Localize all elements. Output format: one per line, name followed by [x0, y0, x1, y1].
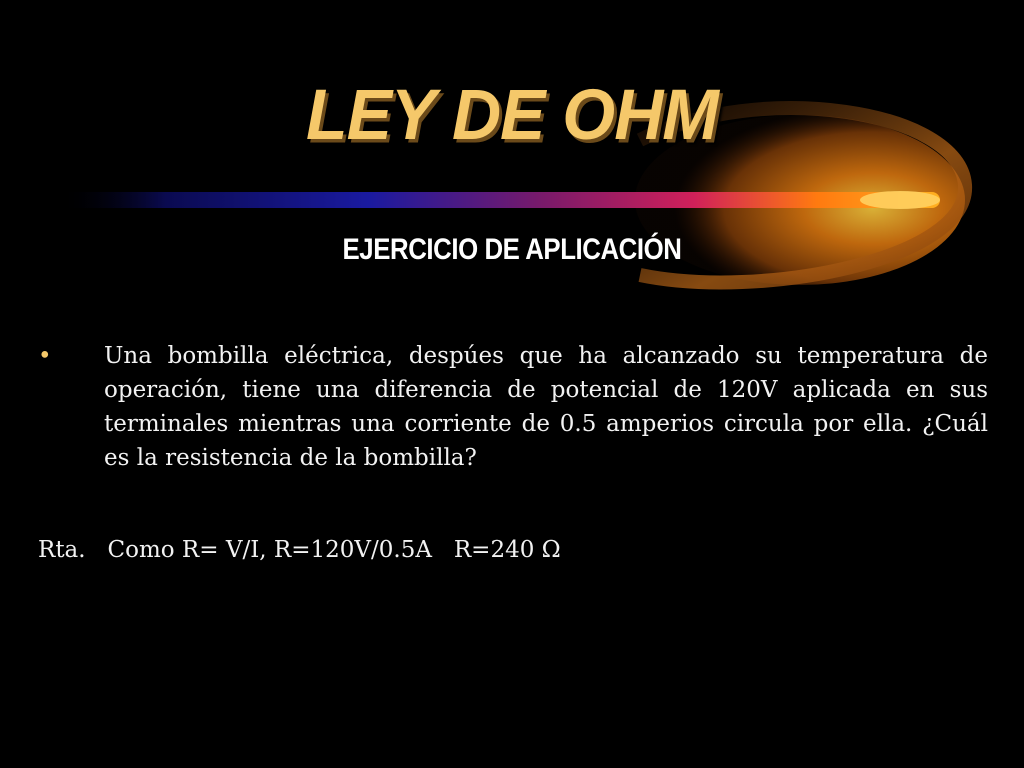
answer-text: Rta. Como R= V/I, R=120V/0.5A R=240 Ω	[38, 537, 561, 563]
swoosh-bar	[60, 192, 940, 208]
bullet-item	[38, 339, 988, 475]
bullet-text: Una bombilla eléctrica, despúes que ha alcanzado su temperatura de operación, tiene una diferencia de potencial de 120V aplicada en sus terminales mientras una corriente de 0.5 amperios circula por ella. ¿Cuál es la resistencia de la bombilla?	[104, 343, 988, 471]
bullet-icon: •	[38, 343, 52, 369]
slide-title: LEY DE OHM	[306, 75, 718, 155]
slide-subtitle: EJERCICIO DE APLICACIÓN	[342, 233, 682, 266]
